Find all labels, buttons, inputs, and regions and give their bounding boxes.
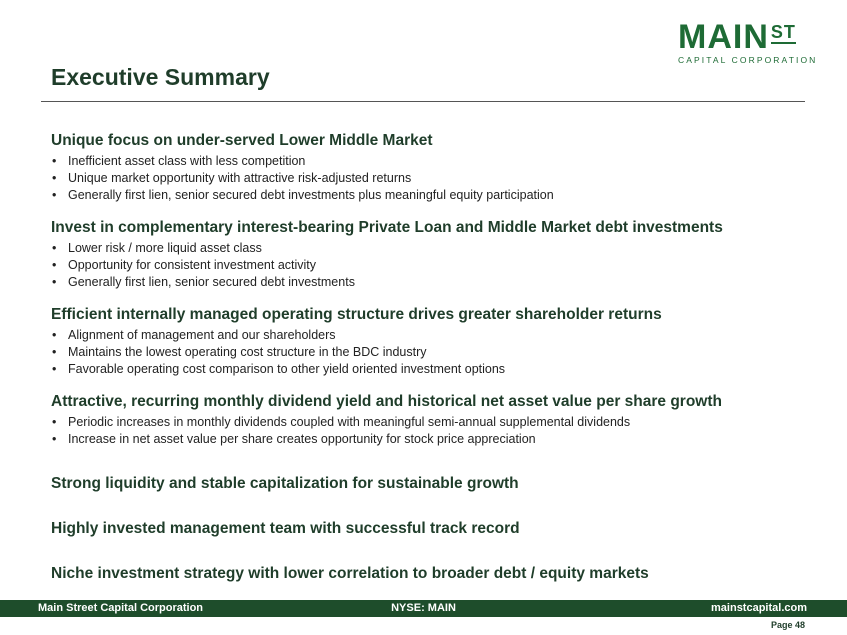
logo-superscript: ST <box>770 22 796 42</box>
bullet-item: • Generally first lien, senior secured debt investments <box>51 274 811 291</box>
page-number: Page 48 <box>770 620 805 630</box>
bullet-item: • Increase in net asset value per share creates opportunity for stock price appreciation <box>51 431 811 448</box>
bullet-list <box>51 153 811 204</box>
section-heading: Invest in complementary interest-bearing Private Loan and Middle Market debt investments <box>51 219 723 236</box>
section-lower-middle-market <box>51 131 811 204</box>
section-liquidity <box>51 474 811 494</box>
footer-bar <box>0 600 847 617</box>
bullet-item: • Alignment of management and our shareholders <box>51 327 811 344</box>
footer-website: mainstcapital.com <box>711 602 807 614</box>
company-logo <box>678 18 818 65</box>
section-dividend-yield <box>51 392 811 448</box>
section-heading: Highly invested management team with successful track record <box>51 520 520 537</box>
section-heading: Niche investment strategy with lower correlation to broader debt / equity markets <box>51 565 649 582</box>
footer-ticker: NYSE: MAIN <box>391 602 456 614</box>
bullet-item: • Unique market opportunity with attractive risk-adjusted returns <box>51 170 811 187</box>
logo-main-text: MAIN <box>678 18 769 56</box>
section-heading: Unique focus on under-served Lower Middle Market <box>51 132 433 149</box>
bullet-item: • Favorable operating cost comparison to other yield oriented investment options <box>51 361 811 378</box>
section-heading: Attractive, recurring monthly dividend yield and historical net asset value per share growth <box>51 393 722 410</box>
footer-company: Main Street Capital Corporation <box>38 602 204 614</box>
logo-wordmark <box>678 18 796 56</box>
bullet-item: • Inefficient asset class with less competition <box>51 153 811 170</box>
section-private-loan <box>51 218 811 291</box>
logo-subtitle: CAPITAL CORPORATION <box>678 55 818 65</box>
bullet-list <box>51 327 811 378</box>
section-heading: Strong liquidity and stable capitalization for sustainable growth <box>51 475 519 492</box>
section-heading: Efficient internally managed operating structure drives greater shareholder returns <box>51 306 662 323</box>
title-divider <box>41 101 805 102</box>
bullet-item: • Generally first lien, senior secured debt investments plus meaningful equity participation <box>51 187 811 204</box>
summary-content <box>51 131 811 609</box>
section-operating-structure <box>51 305 811 378</box>
bullet-item: • Periodic increases in monthly dividends coupled with meaningful semi-annual supplemental dividends <box>51 414 811 431</box>
bullet-list <box>51 414 811 448</box>
section-management-team <box>51 519 811 539</box>
bullet-item: • Opportunity for consistent investment activity <box>51 257 811 274</box>
bullet-item: • Maintains the lowest operating cost structure in the BDC industry <box>51 344 811 361</box>
bullet-list <box>51 240 811 291</box>
section-niche-strategy <box>51 564 811 584</box>
page-title: Executive Summary <box>51 64 270 90</box>
bullet-item: • Lower risk / more liquid asset class <box>51 240 811 257</box>
